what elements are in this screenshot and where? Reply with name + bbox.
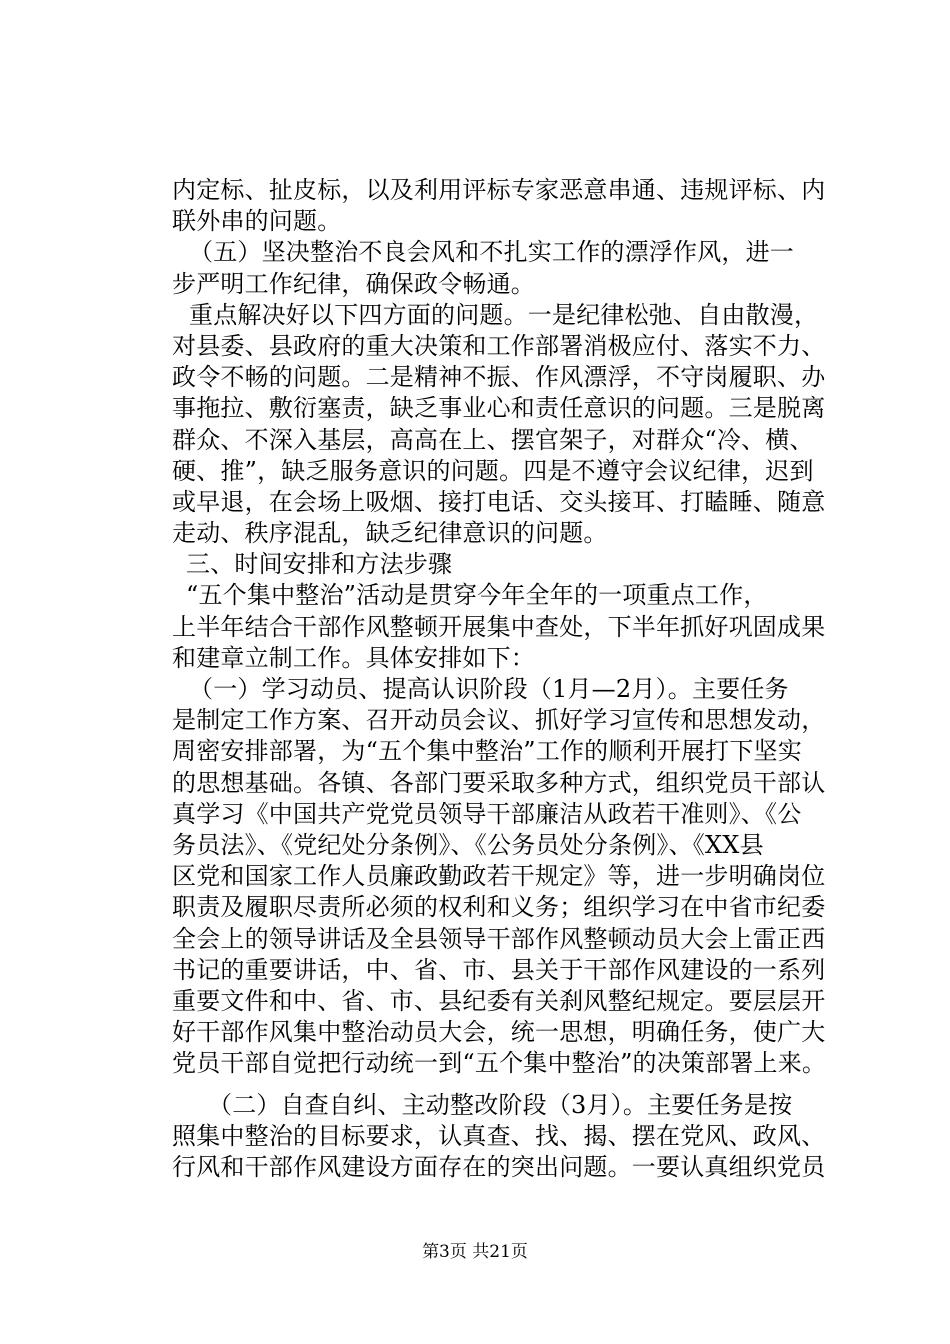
text-line: 职责及履职尽责所必须的权利和义务；组织学习在中省市纪委 xyxy=(172,893,826,922)
text-line: 是制定工作方案、召开动员会议、抓好学习宣传和思想发动， xyxy=(172,706,826,735)
body-text-block-2 xyxy=(172,1090,852,1184)
text-line: 重点解决好以下四方面的问题。一是纪律松弛、自由散漫， xyxy=(189,300,819,329)
text-line: 党员干部自觉把行动统一到“五个集中整治”的决策部署上来。 xyxy=(172,1049,827,1078)
text-line: 周密安排部署，为“五个集中整治”工作的顺利开展打下坚实 xyxy=(172,737,802,766)
text-line: 务员法》、《党纪处分条例》、《公务员处分条例》、《XX县 xyxy=(172,830,764,859)
text-line: （二）自查自纠、主动整改阶段（3月）。主要任务是按 xyxy=(208,1091,793,1119)
page-number-footer: 第3页 共21页 xyxy=(422,1242,528,1262)
text-line: 步严明工作纪律，确保政令畅通。 xyxy=(172,269,535,298)
text-line: 行风和干部作风建设方面存在的突出问题。一要认真组织党员 xyxy=(172,1153,826,1182)
text-line: 或早退，在会场上吸烟、接打电话、交头接耳、打瞌睡、随意 xyxy=(172,487,826,516)
section-heading: 三、时间安排和方法步骤 xyxy=(186,550,453,579)
text-line: 照集中整治的目标要求，认真查、找、揭、摆在党风、政风、 xyxy=(172,1122,826,1151)
text-line: 上半年结合干部作风整顿开展集中查处，下半年抓好巩固成果 xyxy=(172,612,826,641)
text-line: 的思想基础。各镇、各部门要采取多种方式，组织党员干部认 xyxy=(172,768,826,797)
text-line: 政令不畅的问题。二是精神不振、作风漂浮，不守岗履职、办 xyxy=(172,363,826,392)
text-line: 对县委、县政府的重大决策和工作部署消极应付、落实不力、 xyxy=(172,331,826,360)
body-text-block-1 xyxy=(172,175,852,1079)
text-line: 区党和国家工作人员廉政勤政若干规定》等，进一步明确岗位 xyxy=(172,862,826,891)
text-line: （五）坚决整治不良会风和不扎实工作的漂浮作风，进一 xyxy=(189,238,794,267)
text-line: 硬、推”，缺乏服务意识的问题。四是不遵守会议纪律，迟到 xyxy=(172,456,814,485)
text-line: 事拖拉、敷衍塞责，缺乏事业心和责任意识的问题。三是脱离 xyxy=(172,394,826,423)
text-line: 联外串的问题。 xyxy=(172,207,342,236)
text-line: 书记的重要讲话，中、省、市、县关于干部作风建设的一系列 xyxy=(172,955,826,984)
text-line: “五个集中整治”活动是贯穿今年全年的一项重点工作， xyxy=(186,581,768,610)
text-line: （一）学习动员、提高认识阶段（1月—2月）。主要任务 xyxy=(189,675,789,703)
text-line: 内定标、扯皮标，以及利用评标专家恶意串通、违规评标、内 xyxy=(172,176,826,204)
text-line: 真学习《中国共产党党员领导干部廉洁从政若干准则》、《公 xyxy=(172,799,802,828)
text-line: 重要文件和中、省、市、县纪委有关刹风整纪规定。要层层开 xyxy=(172,986,826,1015)
text-line: 好干部作风集中整治动员大会，统一思想，明确任务，使广大 xyxy=(172,1018,826,1047)
text-line: 走动、秩序混乱，缺乏纪律意识的问题。 xyxy=(172,519,608,548)
text-line: 和建章立制工作。具体安排如下： xyxy=(172,643,535,672)
text-line: 全会上的领导讲话及全县领导干部作风整顿动员大会上雷正西 xyxy=(172,924,826,953)
text-line: 群众、不深入基层，高高在上、摆官架子，对群众“冷、横、 xyxy=(172,425,814,454)
